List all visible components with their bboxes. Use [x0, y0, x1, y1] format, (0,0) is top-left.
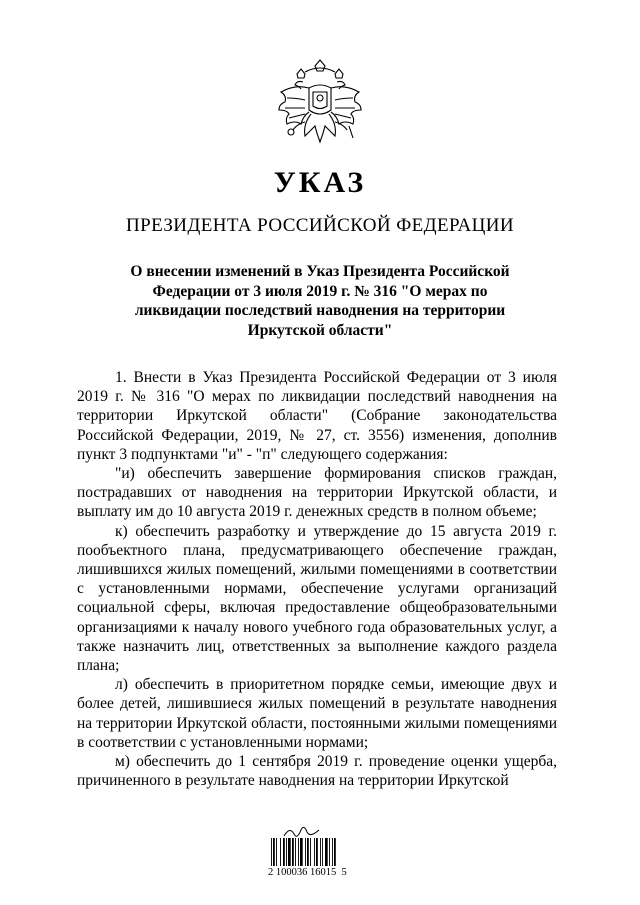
paragraph: л) обеспечить в приоритетном порядке семьи, имеющие двух и более детей, лишившиеся жилых помещений в результате наводнения на территории Иркутской области, постоянными жилыми помещениями в соответствии с установленными нормами; [77, 676, 557, 751]
paragraph: м) обеспечить до 1 сентября 2019 г. проведение оценки ущерба, причиненного в результате наводнения на территории Иркутской [77, 753, 557, 790]
coat-of-arms-emblem-icon [275, 58, 365, 154]
barcode-number: 2 100036 16015 5 [268, 867, 347, 878]
paragraph: к) обеспечить разработку и утверждение до 15 августа 2019 г. пообъектного плана, предусматривающего обеспечение граждан, лишившихся жилых помещений, жилыми помещениями в соответствии с установленными нормами, обеспечение услугами организаций социальной сферы, включая предоставление общеобразовательными организациями к началу нового учебного года образовательных услуг, а также назначить лиц, ответственных за выполнение каждого раздела плана; [77, 522, 557, 675]
document-title: УКАЗ [273, 166, 367, 199]
document-subtitle: ПРЕЗИДЕНТА РОССИЙСКОЙ ФЕДЕРАЦИИ [126, 215, 514, 236]
document-heading: О внесении изменений в Указ Президента Российской Федерации от 3 июля 2019 г. № 316 "О мерах по ликвидации последствий наводнения на территории Иркутской области" [130, 263, 510, 339]
paragraph: 1. Внести в Указ Президента Российской Федерации от 3 июля 2019 г. № 316 "О мерах по ликвидации последствий наводнения на территории Иркутской области" (Собрание законодательства Российской Федерации, 2019, № 27, ст. 3556) изменения, дополнив пункт 3 подпунктами "и" - "п" следующего содержания: [77, 369, 557, 463]
paragraph: "и) обеспечить завершение формирования списков граждан, пострадавших от наводнения на территории Иркутской области, и выплату им до 10 августа 2019 г. денежных средств в полном объеме; [77, 465, 557, 521]
barcode-icon [270, 838, 360, 866]
document-body [77, 368, 557, 790]
